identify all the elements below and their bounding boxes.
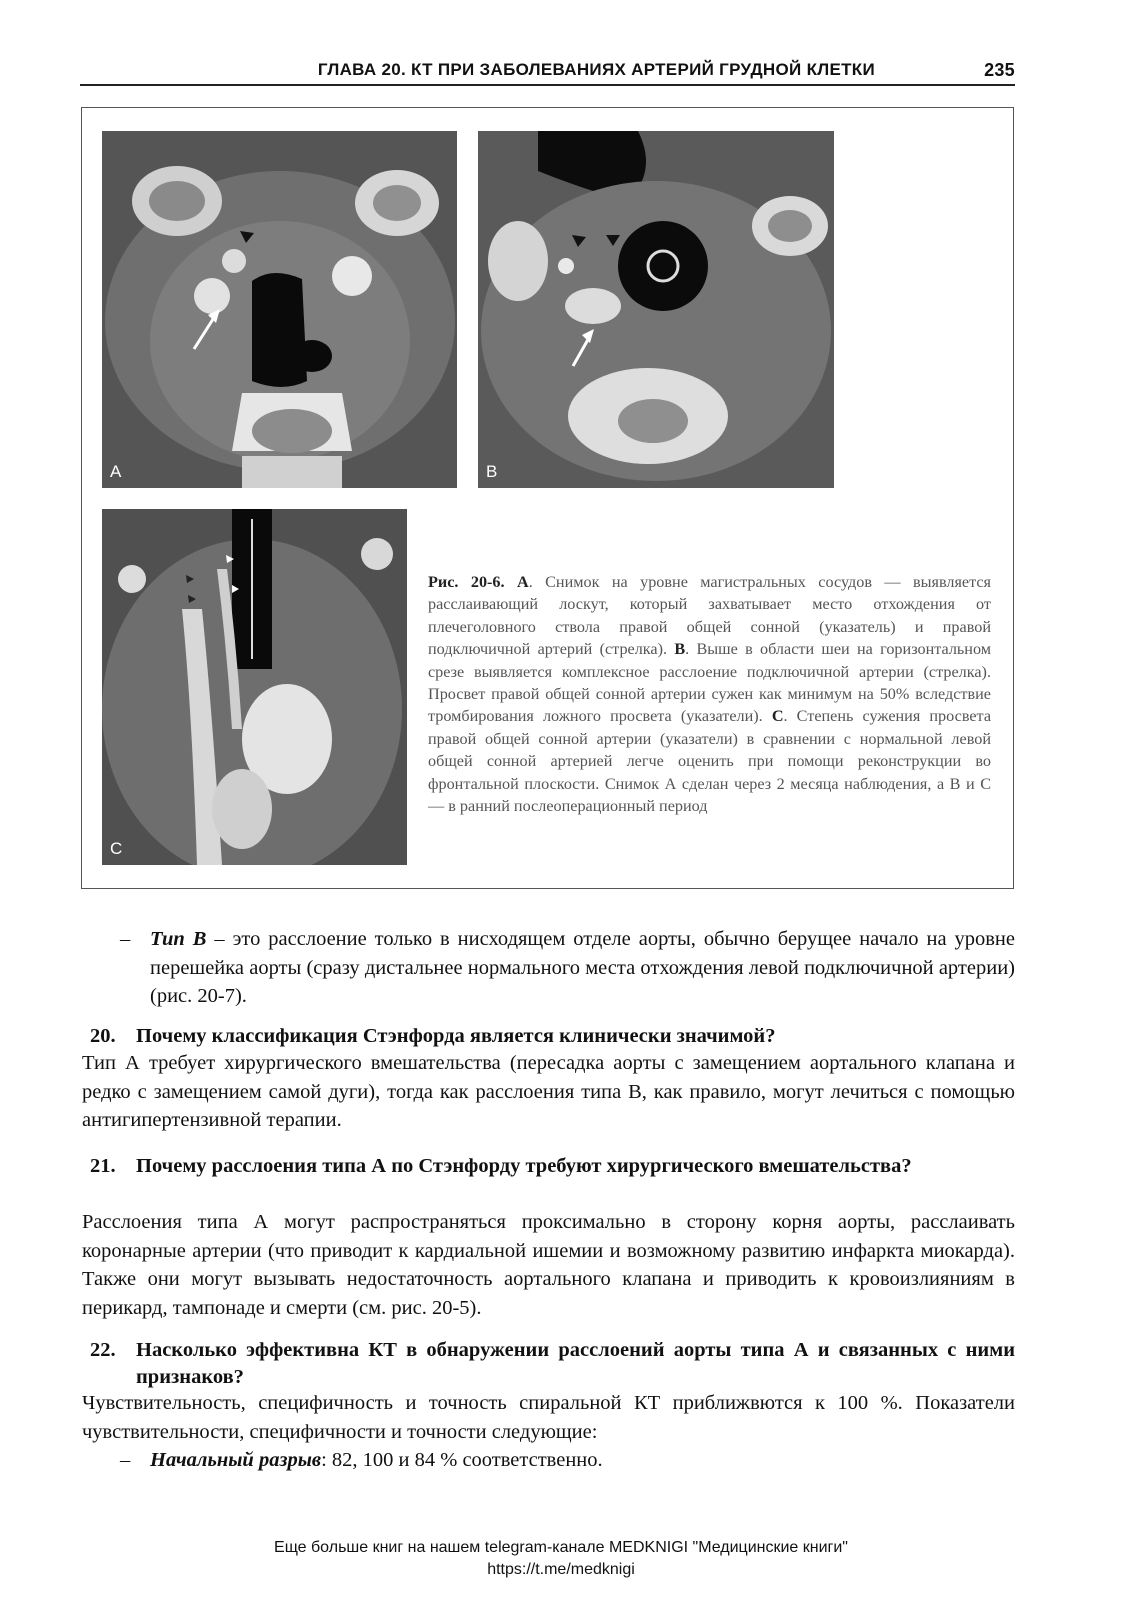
ct-scan-a-graphic [102,131,457,488]
initial-tear-text: : 82, 100 и 84 % соответственно. [321,1449,603,1471]
dash-marker: – [120,1449,131,1471]
footer-promo: Еще больше книг на нашем telegram-канале MEDKNIGI "Медицинские книги" [274,1539,848,1556]
figure-caption: Рис. 20-6. А. Снимок на уровне магистральных сосудов — выявляется расслаивающий лоскут, который захватывает место отхождения от плечеголовного ствола правой общей сонной (указатель) и правой подключичной артерий (стрелка). В. Выше в области шеи на горизонтальном срезе выявляется комплексное расслоение подключичной артерии (стрелка). Просвет правой общей сонной артерии сужен как минимум на 50% вследствие тромбирования ложного просвета (указатели). С. Степень сужения просвета правой общей сонной артерии (указатели) в сравнении с нормальной левой общей сонной артерией легче оценить при помощи реконструкции во фронтальной плоскости. Снимок А сделан через 2 месяца наблюдения, а В и С — в ранний послеоперационный период [428,573,992,816]
caption-lead: Рис. 20-6 [428,573,501,591]
ct-image-panel-c [102,509,407,865]
ct-scan-b-graphic [478,131,834,488]
answer-21: Расслоения типа А могут распространяться проксимально в сторону корня аорты, расслаивать коронарные артерии (что приводит к кардиальной ишемии и возможному развитию инфаркта миокарда). Также они могут вызывать недостаточность аортального клапана и приводить к кровоизлияниям в перикард, тампонаде и смерти (см. рис. 20-5). [82,1211,1015,1319]
ct-scan-c-graphic [102,509,407,865]
chapter-title: ГЛАВА 20. КТ ПРИ ЗАБОЛЕВАНИЯХ АРТЕРИЙ ГРУДНОЙ КЛЕТКИ [317,60,875,79]
initial-tear-item [120,1446,1015,1475]
caption-c-label: С [771,707,784,726]
type-b-text: – это расслоение только в нисходящем отделе аорты, обычно берущее начало на уровне перешейка аорты (сразу дистальнее нормального места отхождения левой подключичной артерии) (рис. 20-7). [150,928,1015,1007]
dash-marker: – [120,928,131,950]
caption-a-text: . Снимок на уровне магистральных сосудов — выявляется расслаивающий лоскут, который захватывает место отхождения от плечеголовного ствола правой общей сонной (указатель) и правой подключичной артерий (стрелка). [428,573,991,659]
figure-box [81,107,1014,889]
caption-b-label: В [674,640,686,659]
ct-image-panel-b [478,131,834,488]
question-text: Почему расслоения типа А по Стэнфорду требуют хирургического вмешательства? [136,1155,912,1177]
page-number: 235 [984,60,1015,80]
initial-tear-lead: Начальный разрыв [150,1449,322,1471]
caption-a-label: А [516,573,529,591]
question-number: 20. [90,1025,116,1047]
caption-b-text: . Выше в области шеи на горизонтальном срезе выявляется комплексное расслоение подключичной артерии (стрелка). Просвет правой общей сонной артерии сужен как минимум на 50% вследствие тромбирования ложного просвета (указатели). [428,640,991,726]
ct-image-panel-a [102,131,457,488]
question-22 [90,1337,1015,1391]
running-head [80,56,1015,86]
panel-label-a: A [110,462,122,481]
question-20 [90,1023,1015,1050]
caption-c-text: . Степень сужения просвета правой общей сонной артерии (указатели) в сравнении с нормальной левой общей сонной артерией легче оценить при помощи реконструкции во фронтальной плоскости. Снимок А сделан через 2 месяца наблюдения, а В и С — в ранний послеоперационный период [428,707,992,816]
type-b-item [120,925,1015,1011]
question-number: 22. [90,1339,116,1361]
answer-22: Чувствительность, специфичность и точность спиральной КТ приближвются к 100 %. Показатели чувствительности, специфичности и точности следующие: [82,1392,1015,1443]
type-b-lead: Тип В [150,928,207,950]
header-rule [80,84,1015,86]
question-21 [90,1153,1015,1180]
panel-label-b: B [486,462,498,481]
question-text: Насколько эффективна КТ в обнаружении расслоений аорты типа А и связанных с ними признаков? [136,1339,1015,1388]
question-number: 21. [90,1155,116,1177]
footer-link[interactable]: https://t.me/medknigi [487,1561,635,1578]
panel-label-c: C [110,839,123,858]
answer-20: Тип А требует хирургического вмешательства (пересадка аорты с замещением аортального клапана и редко с замещением самой дуги), тогда как расслоения типа В, как правило, могут лечиться с помощью антигипертензивной терапии. [82,1052,1015,1131]
question-text: Почему классификация Стэнфорда является клинически значимой? [136,1025,776,1047]
